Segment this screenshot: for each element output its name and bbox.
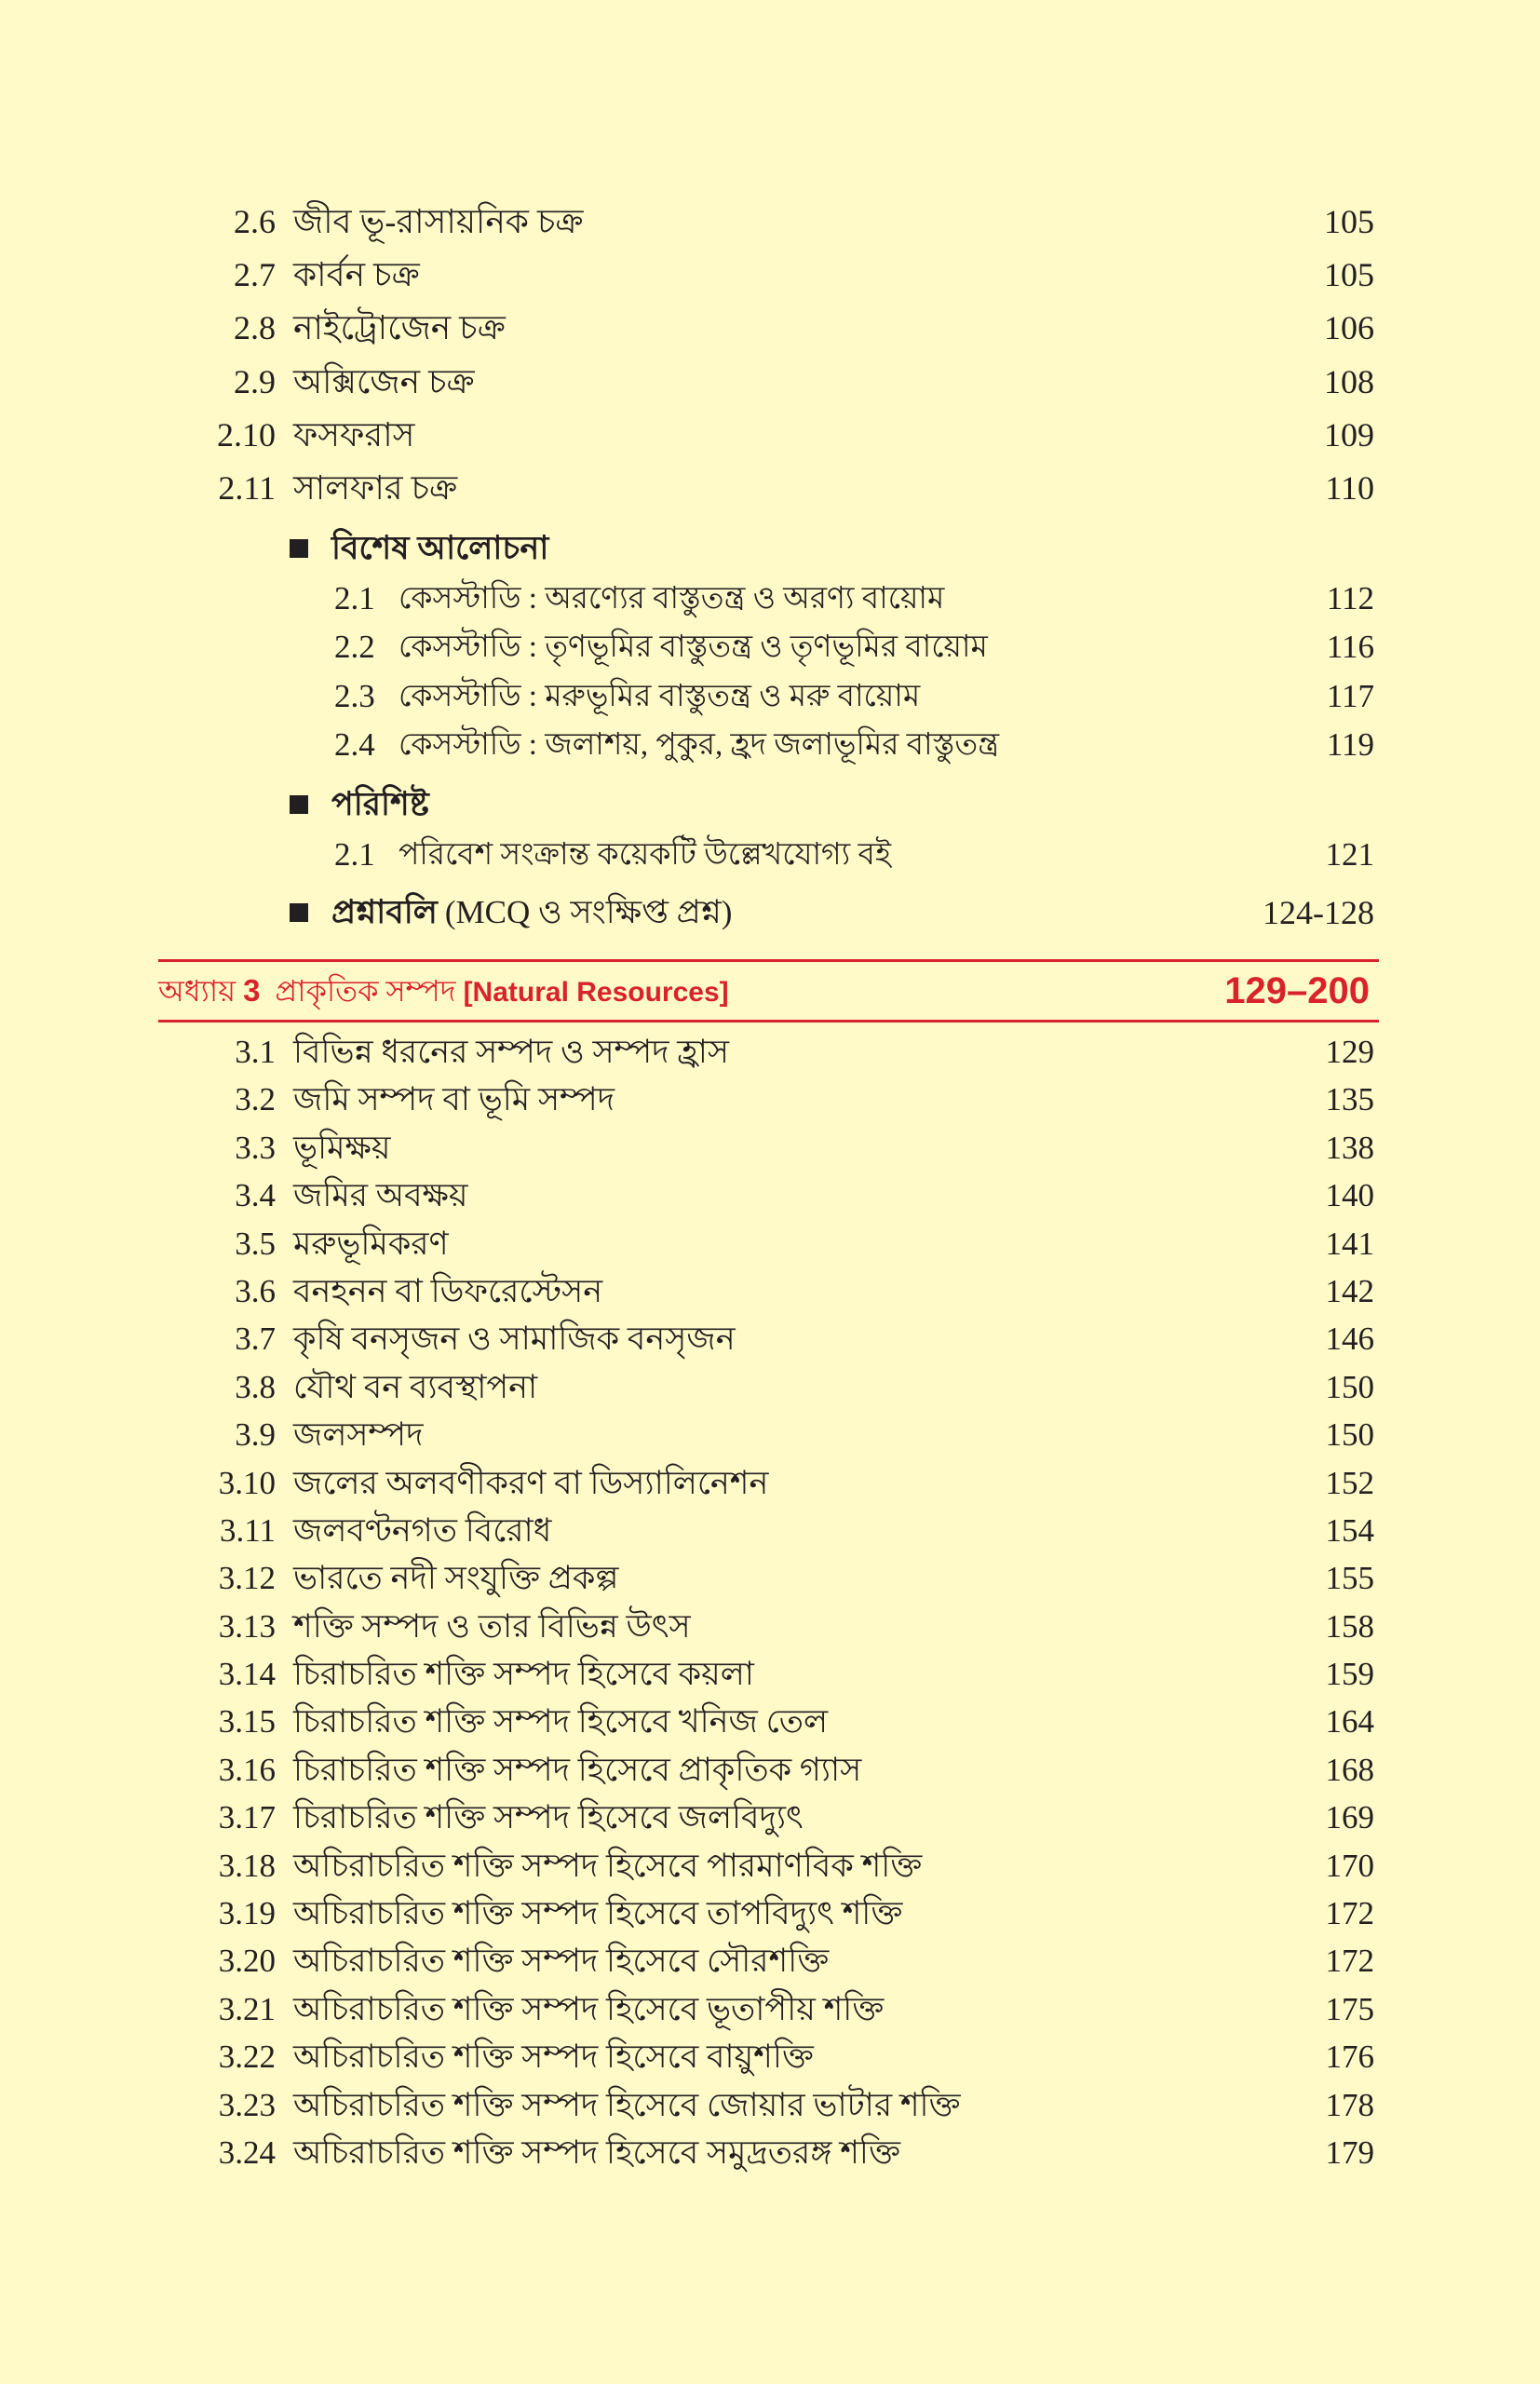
toc-sub-entry [0, 831, 1540, 879]
entry-page-number: 158 [1325, 1607, 1374, 1645]
entry-number: 3.9 [235, 1416, 276, 1454]
toc-entry [0, 1220, 1540, 1267]
chapter-3-entry-list [0, 1028, 1540, 2176]
toc-sub-entry [0, 721, 1540, 769]
chapter-page-range: 129–200 [1224, 970, 1370, 1011]
entry-page-number: 170 [1325, 1847, 1374, 1884]
toc-entry [0, 2129, 1540, 2176]
entry-title: ভারতে নদী সংযুক্তি প্রকল্প [293, 1560, 619, 1597]
entry-number: 2.1 [334, 580, 375, 616]
entry-title: জমি সম্পদ বা ভূমি সম্পদ [293, 1081, 615, 1118]
entry-page-number: 172 [1325, 1943, 1374, 1980]
entry-number: 3.4 [235, 1177, 276, 1214]
entry-page-number: 154 [1325, 1511, 1374, 1549]
entry-page-number: 169 [1325, 1799, 1374, 1836]
entry-page-number: 116 [1326, 629, 1374, 666]
entry-number: 3.11 [220, 1511, 276, 1549]
entry-number: 3.14 [218, 1656, 276, 1693]
toc-entry [0, 1028, 1540, 1076]
entry-title: সালফার চক্র [293, 468, 458, 507]
heading-label: বিশেষ আলোচনা [331, 530, 549, 566]
entry-page-number: 150 [1325, 1368, 1374, 1405]
entry-number: 3.6 [235, 1272, 276, 1309]
entry-page-number: 106 [1324, 309, 1374, 347]
entry-number: 3.21 [218, 1990, 276, 2027]
entry-title: মরুভূমিকরণ [293, 1225, 449, 1262]
entry-page-number: 175 [1325, 1990, 1374, 2027]
entry-title: কেসস্টাডি : অরণ্যের বাস্তুতন্ত্র ও অরণ্য বায়োম [399, 582, 945, 616]
toc-entry [0, 249, 1540, 302]
entry-number: 3.18 [218, 1847, 276, 1884]
entry-page-number: 178 [1325, 2086, 1374, 2123]
entry-number: 3.24 [218, 2133, 276, 2171]
entry-title: অক্সিজেন চক্র [293, 362, 475, 400]
entry-number: 2.10 [217, 415, 276, 454]
entry-title: জলের অলবণীকরণ বা ডিস্যালিনেশন [293, 1464, 769, 1501]
entry-number: 2.9 [234, 362, 276, 400]
toc-entry [0, 1507, 1540, 1554]
entry-number: 2.11 [218, 468, 276, 507]
entry-title: কার্বন চক্র [293, 256, 420, 294]
entry-number: 2.8 [234, 309, 276, 347]
entry-title: জীব ভূ-রাসায়নিক চক্র [293, 203, 584, 240]
entry-page-number: 105 [1324, 203, 1374, 240]
entry-page-number: 150 [1325, 1416, 1374, 1454]
entry-page-number: 141 [1325, 1225, 1374, 1262]
entry-page-number: 179 [1325, 2133, 1374, 2171]
toc-entry [0, 1459, 1540, 1507]
entry-number: 3.23 [218, 2086, 276, 2123]
toc-entry [0, 1411, 1540, 1458]
toc-entry [0, 1124, 1540, 1172]
entry-title: কেসস্টাডি : মরুভূমির বাস্তুতন্ত্র ও মরু বায়োম [399, 679, 921, 713]
entry-number: 2.2 [334, 629, 375, 666]
toc-entry [0, 2081, 1540, 2129]
toc-entry [0, 1650, 1540, 1698]
entry-number: 3.10 [218, 1464, 276, 1501]
entry-page-number: 140 [1325, 1177, 1374, 1214]
entry-number: 3.22 [218, 2039, 276, 2076]
questions-page-range: 124-128 [1263, 894, 1374, 931]
entry-title: চিরাচরিত শক্তি সম্পদ হিসেবে খনিজ তেল [293, 1703, 829, 1741]
special-discussion-heading [0, 524, 1540, 573]
toc-entry [0, 1315, 1540, 1362]
entry-page-number: 129 [1325, 1034, 1374, 1070]
appendix-heading [0, 780, 1540, 829]
entry-number: 3.3 [235, 1129, 276, 1166]
entry-title: কৃষি বনসৃজন ও সামাজিক বনসৃজন [293, 1321, 736, 1358]
chapter-title-english: [Natural Resources] [463, 977, 729, 1008]
toc-entry [0, 1746, 1540, 1794]
entry-title: অচিরাচরিত শক্তি সম্পদ হিসেবে সমুদ্রতরঙ্গ শক্তি [293, 2133, 900, 2171]
entry-number: 3.17 [218, 1799, 276, 1836]
toc-sub-entry [0, 575, 1540, 623]
entry-title: অচিরাচরিত শক্তি সম্পদ হিসেবে সৌরশক্তি [293, 1943, 830, 1980]
questions-heading: প্রশ্নাবলি [331, 894, 438, 930]
entry-page-number: 164 [1325, 1703, 1374, 1741]
entry-page-number: 110 [1325, 468, 1374, 507]
entry-title: চিরাচরিত শক্তি সম্পদ হিসেবে জলবিদ্যুৎ [293, 1799, 804, 1836]
entry-title: অচিরাচরিত শক্তি সম্পদ হিসেবে জোয়ার ভাটার শক্তি [293, 2086, 961, 2123]
chapter-3-header [158, 966, 1379, 1016]
square-bullet-icon [290, 539, 308, 558]
chapter-divider-top [158, 959, 1379, 962]
entry-title: চিরাচরিত শক্তি সম্পদ হিসেবে প্রাকৃতিক গ্যাস [293, 1751, 862, 1788]
entry-page-number: 119 [1326, 725, 1374, 763]
toc-entry [0, 2033, 1540, 2080]
entry-number: 3.16 [218, 1751, 276, 1788]
entry-title: অচিরাচরিত শক্তি সম্পদ হিসেবে পারমাণবিক শক্তি [293, 1847, 923, 1884]
toc-entry [0, 409, 1540, 462]
entry-number: 2.7 [234, 256, 276, 294]
entry-number: 3.13 [218, 1607, 276, 1645]
entry-number: 3.12 [218, 1560, 276, 1597]
entry-title: বনহনন বা ডিফরেস্টেসন [293, 1272, 603, 1309]
entry-number: 3.2 [235, 1081, 276, 1118]
toc-entry [0, 462, 1540, 515]
entry-title: কেসস্টাডি : জলাশয়, পুকুর, হ্রদ জলাভূমির বাস্তুতন্ত্র [399, 727, 1000, 762]
entry-page-number: 146 [1325, 1321, 1374, 1358]
toc-entry [0, 1698, 1540, 1745]
entry-title: ফসফরাস [293, 415, 415, 454]
entry-number: 3.20 [218, 1943, 276, 1980]
square-bullet-icon [290, 903, 308, 922]
entry-page-number: 168 [1325, 1751, 1374, 1788]
toc-entry [0, 1890, 1540, 1937]
entry-title: জমির অবক্ষয় [293, 1177, 468, 1214]
entry-title: শক্তি সম্পদ ও তার বিভিন্ন উৎস [293, 1607, 691, 1645]
toc-sub-entry [0, 672, 1540, 721]
toc-entry [0, 1363, 1540, 1411]
toc-entry [0, 196, 1540, 249]
toc-entry [0, 1267, 1540, 1315]
entry-number: 3.8 [235, 1368, 276, 1405]
entry-title: যৌথ বন ব্যবস্থাপনা [293, 1368, 538, 1405]
entry-page-number: 112 [1326, 580, 1374, 616]
entry-number: 3.15 [218, 1703, 276, 1741]
entry-title: জলসম্পদ [293, 1416, 424, 1454]
entry-page-number: 121 [1325, 836, 1374, 873]
entry-page-number: 117 [1326, 677, 1374, 714]
entry-title: চিরাচরিত শক্তি সম্পদ হিসেবে কয়লা [293, 1656, 754, 1693]
toc-entry [0, 1554, 1540, 1602]
entry-title: বিভিন্ন ধরনের সম্পদ ও সম্পদ হ্রাস [293, 1034, 729, 1070]
appendix-entry-list [0, 831, 1540, 879]
questions-subtitle: (MCQ ও সংক্ষিপ্ত প্রশ্ন) [444, 894, 733, 930]
entry-page-number: 105 [1324, 256, 1374, 294]
toc-entry [0, 1842, 1540, 1890]
entry-title: অচিরাচরিত শক্তি সম্পদ হিসেবে বায়ুশক্তি [293, 2039, 814, 2076]
toc-entry [0, 302, 1540, 355]
special-discussion-entry-list [0, 575, 1540, 769]
entry-title: ভূমিক্ষয় [293, 1129, 391, 1166]
entry-number: 3.5 [235, 1225, 276, 1262]
entry-page-number: 142 [1325, 1272, 1374, 1309]
entry-page-number: 135 [1325, 1081, 1374, 1118]
chapter-divider-bottom [158, 1020, 1379, 1023]
entry-page-number: 159 [1325, 1656, 1374, 1693]
toc-entry [0, 1076, 1540, 1123]
entry-page-number: 109 [1324, 415, 1374, 454]
entry-number: 2.4 [334, 725, 375, 763]
section-2-entry-list [0, 196, 1540, 515]
entry-page-number: 172 [1325, 1895, 1374, 1932]
entry-number: 3.19 [218, 1895, 276, 1932]
toc-sub-entry [0, 623, 1540, 671]
toc-entry [0, 1985, 1540, 2033]
entry-title: জলবণ্টনগত বিরোধ [293, 1511, 552, 1549]
chapter-title: প্রাকৃতিক সম্পদ [275, 974, 456, 1008]
toc-entry [0, 1937, 1540, 1984]
questions-label-group [331, 888, 732, 937]
toc-entry [0, 1603, 1540, 1650]
toc-entry [0, 1172, 1540, 1219]
entry-number: 2.3 [334, 677, 375, 714]
square-bullet-icon [290, 795, 308, 814]
entry-page-number: 155 [1325, 1560, 1374, 1597]
entry-number: 3.1 [235, 1034, 276, 1070]
entry-title: অচিরাচরিত শক্তি সম্পদ হিসেবে ভূতাপীয় শক্তি [293, 1990, 885, 2027]
toc-entry [0, 1794, 1540, 1841]
entry-page-number: 152 [1325, 1464, 1374, 1501]
toc-entry [0, 356, 1540, 409]
entry-page-number: 176 [1325, 2039, 1374, 2076]
entry-title: পরিবেশ সংক্রান্ত কয়েকটি উল্লেখযোগ্য বই [399, 838, 892, 872]
entry-page-number: 108 [1324, 362, 1374, 400]
entry-number: 2.6 [234, 203, 276, 240]
entry-title: নাইট্রোজেন চক্র [293, 309, 506, 347]
entry-title: অচিরাচরিত শক্তি সম্পদ হিসেবে তাপবিদ্যুৎ শক্তি [293, 1895, 903, 1932]
questions-row [0, 888, 1540, 937]
entry-number: 2.1 [334, 836, 375, 873]
chapter-number: 3 [243, 973, 261, 1008]
entry-page-number: 138 [1325, 1129, 1374, 1166]
entry-number: 3.7 [235, 1321, 276, 1358]
entry-title: কেসস্টাডি : তৃণভূমির বাস্তুতন্ত্র ও তৃণভূমির বায়োম [399, 630, 988, 665]
heading-label: পরিশিষ্ট [331, 786, 429, 822]
chapter-label: অধ্যায় [158, 974, 236, 1008]
